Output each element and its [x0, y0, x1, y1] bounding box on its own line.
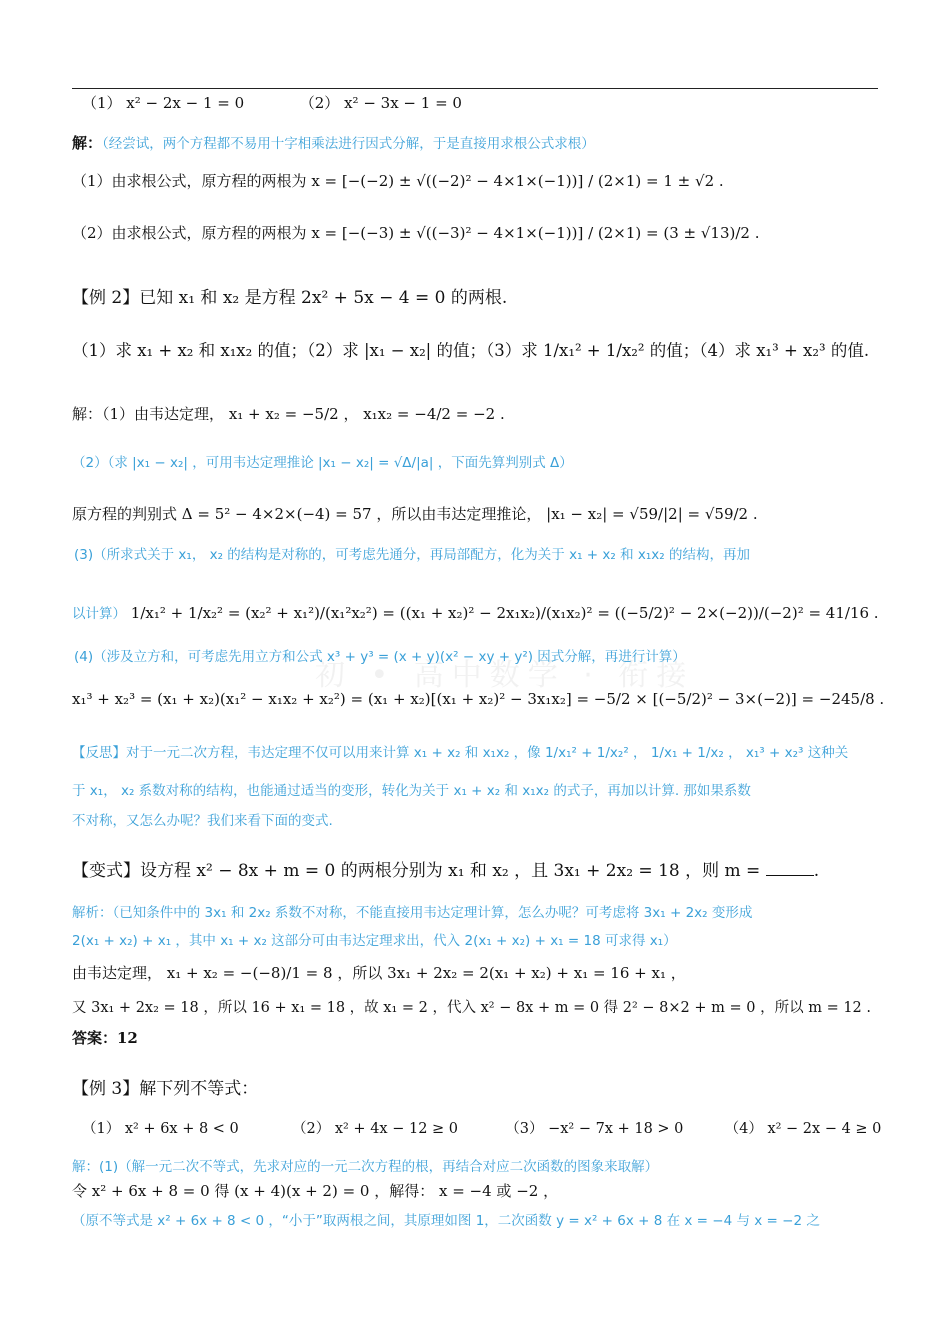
example-3-step-3: （原不等式是 x² + 6x + 8 < 0 ，“小于”取两根之间，其原理如图 1，二次函数 y = x² + 6x + 8 在 x = −4 与 x = −2 之 — [72, 1213, 820, 1229]
inequality-3: （3） −x² − 7x + 18 > 0 — [505, 1121, 684, 1137]
example-2-step-3-row — [72, 602, 879, 625]
example-3-step-2: 令 x² + 6x + 8 = 0 得 (x + 4)(x + 2) = 0 ，解得： x = −4 或 −2 ， — [72, 1182, 559, 1200]
problem-1: （1） x² − 2x − 1 = 0 — [82, 94, 245, 112]
example-2-step-4-hint: (4)（涉及立方和，可考虑先用立方和公式 x³ + y³ = (x + y)(x² − xy + y²) 因式分解，再进行计算） — [74, 649, 686, 665]
solution-line-2: （2）由求根公式，原方程的两根为 x = [−(−3) ± √((−3)² − 4×1×(−1))] / (2×1) = (3 ± √13)/2 . — [72, 224, 760, 242]
solution-label: 解： — [72, 134, 103, 152]
example-2-step-3: 1/x₁² + 1/x₂² = (x₂² + x₁²)/(x₁²x₂²) = ((x₁ + x₂)² − 2x₁x₂)/(x₁x₂)² = ((−5/2)² − 2×(−2))/(−2)² = 41/16 . — [130, 604, 879, 622]
answer-blank — [766, 861, 814, 876]
example-2-step-3-hint: (3)（所求式关于 x₁， x₂ 的结构是对称的，可考虑先通分，再局部配方，化为关于 x₁ + x₂ 和 x₁x₂ 的结构，再加 — [74, 547, 750, 563]
example-3-step-1: 解：(1)（解一元二次不等式，先求对应的一元二次方程的根，再结合对应二次函数的图象来取解） — [72, 1159, 659, 1175]
example-2-step-2-hint: （2）（求 |x₁ − x₂| ，可用韦达定理推论 |x₁ − x₂| = √Δ/|a| ，下面先算判别式 Δ） — [72, 455, 573, 471]
reflection-line-3: 不对称，又怎么办呢？我们来看下面的变式. — [72, 813, 333, 829]
example-3-title: 【例 3】解下列不等式： — [72, 1079, 259, 1099]
variant-answer: 答案：12 — [72, 1029, 138, 1047]
solution-line-1: （1）由求根公式，原方程的两根为 x = [−(−2) ± √((−2)² − 4×1×(−1))] / (2×1) = 1 ± √2 . — [72, 172, 724, 190]
solution-intro — [72, 132, 595, 155]
example-2-step-2: 原方程的判别式 Δ = 5² − 4×2×(−4) = 57 ，所以由韦达定理推论， |x₁ − x₂| = √59/|2| = √59/2 . — [72, 505, 758, 523]
example-2-step-1: 解：（1）由韦达定理， x₁ + x₂ = −5/2 ， x₁x₂ = −4/2 = −2 . — [72, 405, 505, 423]
variant-hint-1: 解析：（已知条件中的 3x₁ 和 2x₂ 系数不对称，不能直接用韦达定理计算，怎么办呢？可考虑将 3x₁ + 2x₂ 变形成 — [72, 905, 753, 921]
example-2-title: 【例 2】已知 x₁ 和 x₂ 是方程 2x² + 5x − 4 = 0 的两根. — [72, 288, 508, 308]
reflection-line-2: 于 x₁， x₂ 系数对称的结构，也能通过适当的变形，转化为关于 x₁ + x₂ 和 x₁x₂ 的式子，再加以计算. 那如果系数 — [72, 783, 751, 799]
variant-step-2: 又 3x₁ + 2x₂ = 18 ，所以 16 + x₁ = 18 ，故 x₁ = 2 ，代入 x² − 8x + m = 0 得 2² − 8×2 + m = 0 ，所以 m = 12 . — [72, 1000, 871, 1016]
watermark: 初 • 高中数学 · 衔接 — [315, 658, 695, 693]
problem-2: （2） x² − 3x − 1 = 0 — [299, 94, 462, 112]
variant-step-1: 由韦达定理， x₁ + x₂ = −(−8)/1 = 8 ，所以 3x₁ + 2x₂ = 2(x₁ + x₂) + x₁ = 16 + x₁ ， — [72, 964, 686, 982]
example-2-step-3-hint-end: 以计算） — [72, 606, 126, 622]
inequality-4: （4） x² − 2x − 4 ≥ 0 — [724, 1121, 882, 1137]
header-rule — [72, 88, 878, 89]
variant-hint-2: 2(x₁ + x₂) + x₁ ，其中 x₁ + x₂ 这部分可由韦达定理求出，代入 2(x₁ + x₂) + x₁ = 18 可求得 x₁） — [72, 933, 677, 949]
problem-row — [72, 92, 462, 114]
inequality-2: （2） x² + 4x − 12 ≥ 0 — [292, 1121, 459, 1137]
inequality-1: （1） x² + 6x + 8 < 0 — [82, 1121, 239, 1137]
example-2-questions: （1）求 x₁ + x₂ 和 x₁x₂ 的值；（2）求 |x₁ − x₂| 的值；（3）求 1/x₁² + 1/x₂² 的值；（4）求 x₁³ + x₂³ 的值. — [72, 341, 870, 360]
variant-title: 【变式】设方程 x² − 8x + m = 0 的两根分别为 x₁ 和 x₂ ，且 3x₁ + 2x₂ = 18 ，则 m = — [72, 861, 761, 881]
solution-hint: （经尝试，两个方程都不易用十字相乘法进行因式分解，于是直接用求根公式求根） — [102, 136, 595, 152]
reflection-line-1: 【反思】对于一元二次方程，韦达定理不仅可以用来计算 x₁ + x₂ 和 x₁x₂ ，像 1/x₁² + 1/x₂² ， 1/x₁ + 1/x₂ ， x₁³ + x₂³ 这种关 — [72, 745, 849, 761]
example-3-questions — [72, 1118, 881, 1140]
variant-title-row: 【变式】设方程 x² − 8x + m = 0 的两根分别为 x₁ 和 x₂ ，且 3x₁ + 2x₂ = 18 ，则 m = . — [72, 861, 820, 881]
example-2-step-4: x₁³ + x₂³ = (x₁ + x₂)(x₁² − x₁x₂ + x₂²) = (x₁ + x₂)[(x₁ + x₂)² − 3x₁x₂] = −5/2 × [(−5/2)² − 3×(−2)] = −245/8 . — [72, 690, 885, 708]
